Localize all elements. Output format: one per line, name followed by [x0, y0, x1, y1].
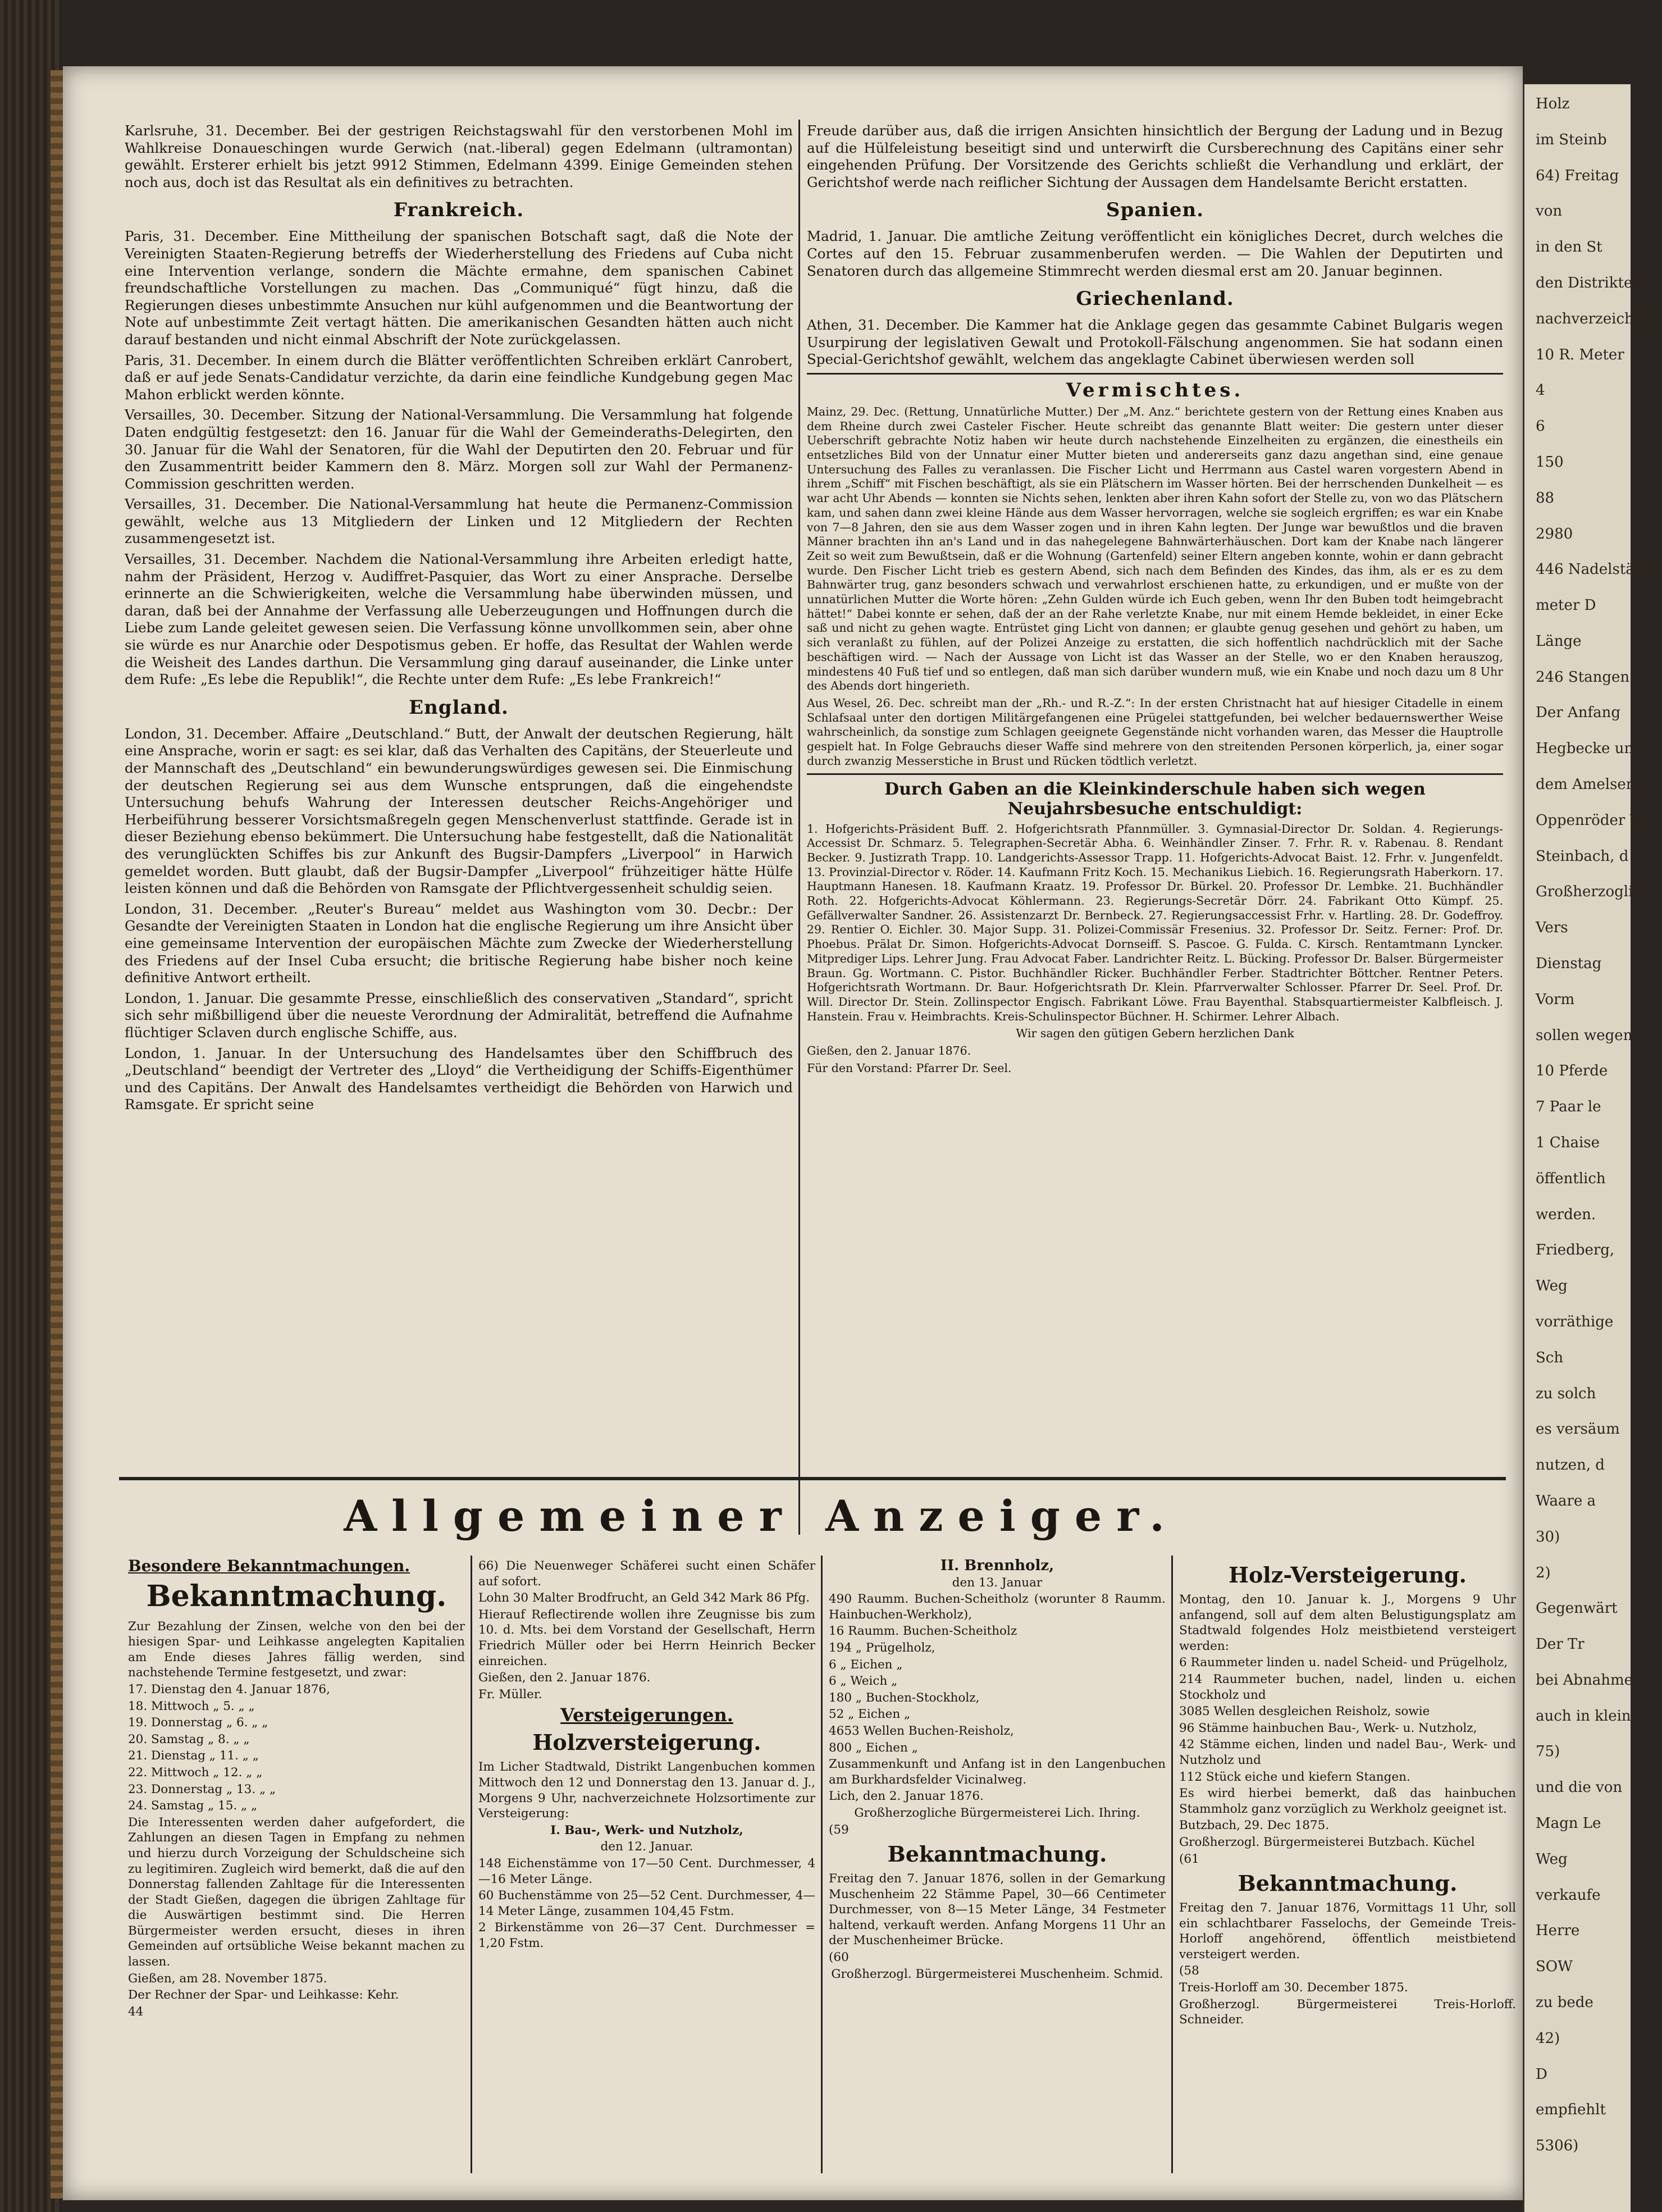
- ad4-title: Holz-Versteigerung.: [1229, 1562, 1467, 1588]
- madrid-report: Madrid, 1. Januar. Die amtliche Zeitung veröffentlicht ein königliches Decret, durch welches die Cortes auf den 15. Februar zusammenberufen werden. — Die Wahlen der Deputirten und Senatoren durch das allgemeine Stimmrecht werden diesmal erst am 20. Januar beginnen.: [807, 228, 1503, 279]
- ad3-item-7: 52 „ Eichen „: [829, 1707, 911, 1722]
- ad4-item-5: 42 Stämme eichen, linden und nadel Bau-, Werk- und Nutzholz und: [1179, 1737, 1516, 1767]
- next-page-line: Sch: [1536, 1349, 1564, 1366]
- ad2-top: 66) Die Neuenweger Schäferei sucht einen Schäfer auf sofort.: [478, 1559, 815, 1589]
- ad2-item-3: 2 Birkenstämme von 26—37 Cent. Durchmesser = 1,20 Fstm.: [478, 1921, 815, 1950]
- next-page-line: öffentlich: [1536, 1170, 1606, 1187]
- next-page-line: verkaufe: [1536, 1887, 1601, 1904]
- ad4-signature-2: Großherzogl. Bürgermeisterei Treis-Horloff. Schneider.: [1179, 1997, 1516, 2027]
- next-page-line: Vers: [1536, 919, 1568, 936]
- ad4-body-3: Freitag den 7. Januar 1876, Vormittags 11 Uhr, soll ein schlachtbarer Fasselochs, der Gemeinde Treis-Horloff angehörend, öffentlich meistbietend versteigert werden.: [1179, 1901, 1516, 1962]
- next-page-line: auch in klein: [1536, 1708, 1631, 1725]
- paris-report-2: Paris, 31. December. In einem durch die Blätter veröffentlichten Schreiben erklärt Canrobert, daß er auf jede Senats-Candidatur verzichte, da darin eine feindliche Kundgebung gegen Mac Mahon erblickt werden könnte.: [125, 352, 793, 403]
- london-report-3: London, 1. Januar. Die gesammte Presse, einschließlich des conservativen „Standard“, spricht sich sehr mißbilligend über die neueste Verordnung der Admiralität, betreffend die Aufnahme flüchtiger Sclaven durch englische Schiffe, aus.: [125, 989, 793, 1041]
- next-page-line: SOW: [1536, 1958, 1573, 1975]
- next-page-line: Der Anfang: [1536, 704, 1620, 721]
- next-page-line: Weg: [1536, 1278, 1568, 1294]
- next-page-line: dem Amelsenko: [1536, 776, 1653, 793]
- next-page-line: 4: [1536, 382, 1545, 399]
- ad1-number: 44: [128, 2004, 144, 2019]
- ad2-section-sub: den 12. Januar.: [600, 1840, 693, 1854]
- ad1-date-3: 19. Donnerstag „ 6. „ „: [128, 1716, 268, 1730]
- ad2-top2: Lohn 30 Malter Brodfrucht, an Geld 342 Mark 86 Pfg.: [478, 1591, 810, 1606]
- wesel-report: Aus Wesel, 26. Dec. schreibt man der „Rh.- und R.-Z.“: In der ersten Christnacht hat auf hiesiger Citadelle in einem Schlafsaal unter den dortigen Militärgefangenen eine Prügelei stattgefunden, bei welcher bedauernswerther Weise wahrscheinlich, da sonstige zum Schlagen geeignete Gegenstände nicht vorhanden waren, das Messer die Hauptrolle gespielt hat. In Folge Gebrauchs dieser Waffe sind mehrere von den streitenden Personen körperlich, ja, einer sogar durch zwanzig Messerstiche in Brust und Rücken tödtlich verletzt.: [807, 696, 1503, 768]
- next-page-line: 246 Stangen: [1536, 669, 1630, 686]
- ad1-date-4: 20. Samstag „ 8. „ „: [128, 1732, 250, 1746]
- next-page-line: 150: [1536, 454, 1564, 471]
- court-continuation: Freude darüber aus, daß die irrigen Ansichten hinsichtlich der Bergung der Ladung und in Bezug auf die Hülfeleistung beseitigt sind und unterwirft die Cursberechnung des Capitäns einer sehr eingehenden Prüfung. Der Vorsitzende des Gerichts schließt die Verhandlung und erklärt, der Gerichtshof werde nach reiflicher Sichtung der Aussagen dem Handelsamte Bericht erstatten.: [807, 122, 1503, 190]
- next-page-line: Weg: [1536, 1851, 1568, 1868]
- ad1-date-6: 22. Mittwoch „ 12. „ „: [128, 1765, 263, 1780]
- ad2-signature: Fr. Müller.: [478, 1687, 542, 1702]
- ad3-signature: Großherzogliche Bürgermeisterei Lich. Ihring.: [854, 1805, 1140, 1820]
- next-page-line: nachverzeichnet: [1536, 311, 1658, 327]
- versailles-report-1: Versailles, 30. December. Sitzung der National-Versammlung. Die Versammlung hat folgende Daten endgültig festgesetzt: den 16. Januar für die Wahl der Gemeinderaths-Delegirten, den 30. Januar für die Wahl der Senatoren, für die Wahl der Deputirten den 20. Februar und für den Zusammentritt beider Kammern den 8. März. Morgen soll zur Wahl der Permanenz-Commission geschritten werden.: [125, 407, 793, 492]
- ad2-body: Im Licher Stadtwald, Distrikt Langenbuchen kommen Mittwoch den 12 und Donnerstag den 13. Januar d. J., Morgens 9 Uhr, nachverzeichnete Holzsortimente zur Versteigerung:: [478, 1760, 815, 1821]
- ad4-item-3: 3085 Wellen desgleichen Reisholz, sowie: [1179, 1704, 1430, 1719]
- athen-report: Athen, 31. December. Die Kammer hat die Anklage gegen das gesammte Cabinet Bulgaris wegen Usurpirung der legislativen Gewalt und Protokoll-Fälschung angenommen. Sie hat sodann einen Special-Gerichtshof gewählt, welchem das angeklagte Cabinet überwiesen werden soll: [807, 317, 1503, 368]
- section-rule-2: [807, 773, 1503, 775]
- karlsruhe-report: Karlsruhe, 31. December. Bei der gestrigen Reichstagswahl für den verstorbenen Mohl im Wahlkreise Donaueschingen wurde Gerwich (nat.-liberal) gegen Edelmann (ultramontan) gewählt. Ersterer erhielt bis jetzt 9912 Stimmen, Edelmann 4399. Einige Gemeinden stehen noch aus, doch ist das Resultat als ein definitives zu betrachten.: [125, 122, 793, 190]
- next-page-line: im Steinb: [1536, 131, 1607, 148]
- next-page-line: Der Tr: [1536, 1636, 1585, 1653]
- ad3-item-5: 6 „ Weich „: [829, 1674, 898, 1689]
- heading-griechenland: Griechenland.: [1076, 288, 1234, 311]
- ad3-item-8: 4653 Wellen Buchen-Reisholz,: [829, 1723, 1014, 1738]
- next-page-line: 5306): [1536, 2137, 1579, 2154]
- next-page-line: 1 Chaise: [1536, 1134, 1600, 1151]
- next-page-line: zu bede: [1536, 1994, 1593, 2011]
- ad3-item-1: 490 Raumm. Buchen-Scheitholz (worunter 8 Raumm. Hainbuchen-Werkholz),: [829, 1592, 1166, 1622]
- next-page-line: Steinbach, d: [1536, 848, 1629, 865]
- next-page-line: sollen wegen: [1536, 1027, 1633, 1044]
- next-page-line: Magn Le: [1536, 1815, 1601, 1832]
- ad4-title-2: Bekanntmachung.: [1238, 1871, 1458, 1896]
- next-page-line: 7 Paar le: [1536, 1098, 1601, 1115]
- ad-divider-3: [1171, 1556, 1173, 2173]
- next-page-line: 75): [1536, 1743, 1560, 1760]
- ad4-body: Montag, den 10. Januar k. J., Morgens 9 Uhr anfangend, soll auf dem alten Belustigungsplatz am Stadtwald folgendes Holz meistbietend versteigert werden:: [1179, 1593, 1516, 1653]
- next-page-line: es versäum: [1536, 1421, 1620, 1438]
- ad1-date-7: 23. Donnerstag „ 13. „ „: [128, 1782, 276, 1796]
- ad4-body-2: Es wird hierbei bemerkt, daß das hainbuchen Stammholz ganz vorzüglich zu Werkholz geeignet ist.: [1179, 1786, 1516, 1816]
- ad1-place: Gießen, am 28. November 1875.: [128, 1971, 327, 1986]
- ad-column-4: [1179, 1558, 1516, 2179]
- ad3-section-sub: den 13. Januar: [952, 1575, 1043, 1590]
- ad4-item-4: 96 Stämme hainbuchen Bau-, Werk- u. Nutzholz,: [1179, 1721, 1477, 1735]
- next-page-line: Dienstag: [1536, 955, 1602, 972]
- next-page-line: Waare a: [1536, 1493, 1596, 1509]
- next-page-line: Oppenröder We: [1536, 812, 1652, 829]
- section-rule: [807, 373, 1503, 375]
- ad3-item-9: 800 „ Eichen „: [829, 1740, 918, 1755]
- ad4-item-6: 112 Stück eiche und kiefern Stangen.: [1179, 1769, 1410, 1784]
- next-page-line: 88: [1536, 490, 1555, 507]
- ad1-title: Bekanntmachung.: [146, 1579, 447, 1613]
- ad3-title: Bekanntmachung.: [887, 1841, 1107, 1867]
- kinderschule-list: 1. Hofgerichts-Präsident Buff. 2. Hofgerichtsrath Pfannmüller. 3. Gymnasial-Director Dr. Soldan. 4. Regierungs-Accessist Dr. Schmarz. 5. Telegraphen-Secretär Abha. 6. Weinhändler Zinser. 7. Frhr. R. v. Rabenau. 8. Rendant Becker. 9. Justizrath Trapp. 10. Landgerichts-Assessor Trapp. 11. Hofgerichts-Advocat Baist. 12. Frhr. v. Jungenfeldt. 13. Provinzial-Director v. Röder. 14. Kaufmann Fritz Koch. 15. Mechanikus Liebich. 16. Regierungsrath Haberkorn. 17. Hauptmann Hanesen. 18. Kaufmann Kraatz. 19. Professor Dr. Bürkel. 20. Professor Dr. Lembke. 21. Buchhändler Roth. 22. Hofgerichts-Advocat Köhlermann. 23. Regierungs-Secretär Dörr. 24. Fabrikant Otto Kümpf. 25. Gefällverwalter Sandner. 26. Assistenzarzt Dr. Bernbeck. 27. Regierungsaccessist Frhr. v. Hartling. 28. Dr. Godeffroy. 29. Rentier O. Eichler. 30. Major Supp. 31. Polizei-Commissär Fresenius. 32. Professor Dr. Seitz. Ferner: Prof. Dr. Phoebus. Prälat Dr. Simon. Hofgerichts-Advocat Dornseiff. S. Pascoe. G. Fulda. C. Kirsch. Rentamtmann Lyncker. Mitprediger Lips. Lehrer Jung. Frau Advocat Faber. Landrichter Reitz. L. Bücking. Professor Dr. Balser. Bürgermeister Braun. Gg. Wortmann. C. Pistor. Buchhändler Ricker. Buchhändler Ferber. Stadtrichter Böttcher. Rentner Peters. Hofgerichtsrath Wortmann. Dr. Baur. Hofgerichtsrath Dr. Klein. Pfarrverwalter Schlosser. Pfarrer Dr. Seel. Prof. Dr. Will. Director Dr. Stein. Zollinspector Engisch. Fabrikant Löwe. Frau Bayenthal. Stabsquartiermeister Kalbfleisch. J. Hanstein. Frau v. Heimbrachts. Kreis-Schulinspector Büchner. H. Schirmer. Lehrer Albach.: [807, 822, 1503, 1023]
- next-page-line: 64) Freitag: [1536, 167, 1619, 184]
- next-page-line: und die von: [1536, 1779, 1623, 1796]
- ad3-body-2: Freitag den 7. Januar 1876, sollen in der Gemarkung Muschenheim 22 Stämme Papel, 30—66 Centimeter Durchmesser, von 8—15 Meter Länge, 34 Festmeter haltend, verkauft werden. Anfang Morgens 11 Uhr an der Muschenheimer Brücke.: [829, 1872, 1166, 1948]
- column-divider: [798, 120, 800, 1535]
- next-page-line: vorräthige: [1536, 1313, 1614, 1330]
- next-page-line: von: [1536, 203, 1563, 220]
- ad-divider-2: [821, 1556, 823, 2173]
- next-page-line: Großherzoglich: [1536, 883, 1651, 900]
- next-page-line: zu solch: [1536, 1385, 1596, 1402]
- next-page-line: Friedberg,: [1536, 1242, 1615, 1258]
- paris-report-1: Paris, 31. December. Eine Mittheilung der spanischen Botschaft sagt, daß die Note der Vereinigten Staaten-Regierung betreffs der Wiederherstellung des Friedens auf Cuba nicht eine Intervention verlange, sondern die Mächte ermahne, dem spanischen Cabinet freundschaftliche Vorstellungen zu machen. Das „Communiqué“ fügt hinzu, daß die Regierungen dieses unbestimmte Ansuchen nur kühl aufgenommen und die Beantwortung der Note auf unbestimmte Zeit vertagt hätten. Die amerikanischen Gesandten hätten auch nicht darauf bestanden und nicht einmal Abschrift der Note zurückgelassen.: [125, 228, 793, 348]
- versailles-report-3: Versailles, 31. December. Nachdem die National-Versammlung ihre Arbeiten erledigt hatte, nahm der Präsident, Herzog v. Audiffret-Pasquier, das Wort zu einer Ansprache. Derselbe erinnerte an die Schwierigkeiten, welche die Versammlung habe überwinden müssen, und daran, daß bei der Annahme der Verfassung alle Ueberzeugungen und Hoffnungen durch die Liebe zum Lande geleitet gewesen seien. Die Verfassung könne unvollkommen sein, aber ohne sie würde es nur Anarchie oder Despotismus geben. Er hoffe, das Resultat der Wahlen werde die Weisheit des Landes darthun. Die Versammlung ging darauf auseinander, die Linke unter dem Rufe: „Es lebe die Republik!“, die Rechte unter dem Rufe: „Es lebe Frankreich!“: [125, 551, 793, 688]
- london-report-4: London, 1. Januar. In der Untersuchung des Handelsamtes über den Schiffbruch des „Deutschland“ beendigt der Vertreter des „Lloyd“ die Vertheidigung der Schiffs-Eigenthümer und des Capitäns. Der Anwalt des Handelsamtes vertheidigt die Behörden von Harwich und Ramsgate. Er spricht seine: [125, 1045, 793, 1113]
- next-page-line: D: [1536, 2066, 1547, 2083]
- heading-england: England.: [409, 696, 509, 719]
- next-page-line: Gegenwärt: [1536, 1600, 1618, 1617]
- ad3-number: (59: [829, 1822, 849, 1837]
- ad4-place: Butzbach, 29. Dec 1875.: [1179, 1818, 1330, 1833]
- next-page-line: 2980: [1536, 526, 1573, 542]
- ad4-signature: Großherzogl. Bürgermeisterei Butzbach. Küchel: [1179, 1835, 1475, 1849]
- ad-column-1: [128, 1558, 465, 2179]
- next-page-line: 10 R. Meter: [1536, 346, 1624, 363]
- ad2-item-1: 148 Eichenstämme von 17—50 Cent. Durchmesser, 4—16 Meter Länge.: [478, 1856, 815, 1886]
- kinderschule-thanks: Wir sagen den gütigen Gebern herzlichen Dank: [1016, 1027, 1294, 1041]
- ad1-small-heading: Besondere Bekanntmachungen.: [128, 1557, 410, 1575]
- ad3-number-2: (60: [829, 1950, 849, 1965]
- ad2-title: Holzversteigerung.: [532, 1730, 761, 1755]
- next-page-line: in den St: [1536, 239, 1602, 256]
- ad-column-3: [829, 1558, 1166, 2179]
- next-page-line: Hegbecke und: [1536, 740, 1643, 757]
- next-page-line: bei Abnahme: [1536, 1672, 1633, 1689]
- masthead-rule-top: [119, 1477, 1506, 1480]
- mainz-report: Mainz, 29. Dec. (Rettung, Unnatürliche Mutter.) Der „M. Anz.“ berichtete gestern von der Rettung eines Knaben aus dem Rheine durch zwei Casteler Fischer. Heute schreibt das genannte Blatt weiter: Die gestern unter dieser Ueberschrift gebrachte Notiz haben wir heute durch nachstehende Einzelheiten zu ergänzen, die einestheils ein entsetzliches Bild von der Unnatur einer Mutter bieten und andererseits ganz dazu angethan sind, eine genaue Untersuchung des Falles zu veranlassen. Die Fischer Licht und Herrmann aus Castel waren vorgestern Abend in ihrem „Schiff“ mit Fischen beschäftigt, als sie ein Plätschern im Wasser hörten. Bei der herrschenden Dunkelheit — es war acht Uhr Abends — konnten sie Nichts sehen, lenkten aber ihren Kahn sofort der Stelle zu, von wo das Plätschern kam, und sahen dann zwei kleine Hände aus dem Wasser hervorragen, welche sie sogleich ergriffen; es war ein Knabe von 7—8 Jahren, den sie aus dem Wasser zogen und in ihren Kahn legten. Der Junge war bewußtlos und die braven Männer brachten ihn an's Land und in das nahegelegene Bahnwärterhäuschen. Dort kam der Knabe nach längerer Zeit so weit zum Bewußtsein, daß er die Wohnung (Gartenfeld) seiner Eltern angeben konnte, wohin er dann gebracht wurde. Den Fischer Licht trieb es gestern Abend, sich nach dem Befinden des Kindes, das ihm, als er es zu dem Bahnwärter trug, ganz besonders schwach und verwahrlost erschienen hatte, zu erkundigen, und er mußte von der unnatürlichen Mutter die Worte hören: „Zehn Gulden würde ich Euch geben, wenn Ihr den Buben todt heimgebracht hättet!“ Dabei konnte er sehen, daß der an der Rahe verletzte Knabe, nur mit einem Hemde bekleidet, in einer Ecke saß und nicht zu gehen wagte. Entrüstet ging Licht von dannen; er glaubte genug gesehen und gehört zu haben, um sich veranlaßt zu fühlen, auf der Polizei Anzeige zu erstatten, die sich hoffentlich nachdrücklich mit der Sache beschäftigen wird. — Nach der Aussage von Licht ist das Wasser an der Stelle, wo er den Knaben herauszog, mindestens 40 Fuß tief und so entlegen, daß man sich darüber wundern muß, wie ein Knabe und noch dazu um 8 Uhr des Abends dort hingerieth.: [807, 404, 1503, 693]
- ad3-place: Lich, den 2. Januar 1876.: [829, 1789, 984, 1804]
- ad2-section: I. Bau-, Werk- und Nutzholz,: [550, 1823, 743, 1837]
- ad4-place-2: Treis-Horloff am 30. December 1875.: [1179, 1981, 1408, 1995]
- ad4-item-2: 214 Raummeter buchen, nadel, linden u. eichen Stockholz und: [1179, 1672, 1516, 1702]
- ad1-date-5: 21. Dienstag „ 11. „ „: [128, 1749, 259, 1763]
- next-page-line: meter D: [1536, 597, 1596, 614]
- next-page-line: 10 Pferde: [1536, 1062, 1608, 1079]
- ad4-number-2: (58: [1179, 1964, 1199, 1978]
- next-page-line: 446 Nadelstämm: [1536, 561, 1662, 578]
- vermischtes-section: [807, 405, 1503, 769]
- heading-vermischtes: Vermischtes.: [1066, 378, 1244, 402]
- ad3-item-3: 194 „ Prügelholz,: [829, 1640, 935, 1655]
- left-news-column: [125, 122, 793, 1538]
- london-report-2: London, 31. December. „Reuter's Bureau“ meldet aus Washington vom 30. Decbr.: Der Gesandte der Vereinigten Staaten in London hat die englische Regierung um ihre Ansicht über eine gemeinsame Intervention der europäischen Mächte zum Zwecke der Wiederherstellung des Friedens auf der Insel Cuba ersucht; die britische Regierung habe bisher noch keine definitive Antwort ertheilt.: [125, 900, 793, 986]
- next-page-line: nutzen, d: [1536, 1457, 1605, 1474]
- next-page-line: den Distrikten: [1536, 275, 1642, 291]
- ad4-item-1: 6 Raummeter linden u. nadel Scheid- und Prügelholz,: [1179, 1655, 1508, 1670]
- allgemeiner-anzeiger-masthead: Allgemeiner Anzeiger.: [344, 1491, 1179, 1541]
- ad3-item-2: 16 Raumm. Buchen-Scheitholz: [829, 1624, 1017, 1639]
- next-page-line: empfiehlt: [1536, 2101, 1606, 2118]
- ad1-date-2: 18. Mittwoch „ 5. „ „: [128, 1699, 255, 1713]
- ad1-date-1: 17. Dienstag den 4. Januar 1876,: [128, 1682, 330, 1696]
- ad3-section: II. Brennholz,: [940, 1557, 1054, 1574]
- versailles-report-2: Versailles, 31. December. Die National-Versammlung hat heute die Permanenz-Commission gewählt, welche aus 13 Mitgliedern der Linken und 12 Mitgliedern der Rechten zusammengesetzt ist.: [125, 496, 793, 547]
- ad4-number: (61: [1179, 1851, 1199, 1866]
- london-report-1: London, 31. December. Affaire „Deutschland.“ Butt, der Anwalt der deutschen Regierung, hält eine Ansprache, worin er sagt: es sei klar, daß das Verhalten des Capitäns, der Steuerleute und der Mannschaft des „Deutschland“ ein bewunderungswürdiges gewesen sei. Die Einmischung der deutschen Regierung sei aus dem Wunsche entsprungen, daß die eingehendste Untersuchung behufs Wahrung der Interessen deutscher Reichs-Angehöriger und Herbeiführung besserer Vorsichtsmaßregeln gegen Menschenverlust stattfinde. Gerade ist in dieser Beziehung ebenso bekümmert. Die Untersuchung habe festgestellt, daß die Nationalität des verunglückten Schiffes bis zur Ankunft des Bugsir-Dampfers „Liverpool“ in Harwich gemeldet worden. Butt glaubt, daß der Bugsir-Dampfer „Liverpool“ frühzeitiger hätte Hülfe leisten können und daß die Behörden von Ramsgate der Pflichtvergessenheit schuldig seien.: [125, 725, 793, 897]
- ad1-signature: Der Rechner der Spar- und Leihkasse: Kehr.: [128, 1988, 399, 2003]
- ad2-heading: Versteigerungen.: [560, 1704, 733, 1726]
- ad3-item-6: 180 „ Buchen-Stockholz,: [829, 1690, 980, 1705]
- right-news-column: [807, 122, 1503, 1538]
- next-page-line: 2): [1536, 1565, 1551, 1581]
- next-page-line: 42): [1536, 2030, 1560, 2047]
- ad3-item-4: 6 „ Eichen „: [829, 1657, 903, 1672]
- ad3-signature-2: Großherzogl. Bürgermeisterei Muschenheim. Schmid.: [831, 1967, 1163, 1981]
- next-page-line: Holz: [1536, 95, 1570, 112]
- kinderschule-place: Gießen, den 2. Januar 1876.: [807, 1044, 971, 1058]
- ad1-body: Die Interessenten werden daher aufgefordert, die Zahlungen an diesen Tagen in Empfang zu nehmen und hierzu durch Vorzeigung der Schuldscheine sich zu legitimiren. Zugleich wird bemerkt, daß die auf den Donnerstag fallenden Zahltage für die Interessenten der Stadt Gießen, dagegen die übrigen Zahltage für die Auswärtigen bestimmt sind. Die Herren Bürgermeister werden ersucht, dieses in ihren Gemeinden auf ortsübliche Weise bekannt machen zu lassen.: [128, 1815, 465, 1969]
- kinderschule-section: [807, 822, 1503, 1076]
- next-page-line: Vorm: [1536, 991, 1575, 1008]
- next-page-line: 6: [1536, 418, 1545, 435]
- ad1-intro: Zur Bezahlung der Zinsen, welche von den bei der hiesigen Spar- und Leihkasse angelegten Kapitalien am Ende dieses Jahres fällig werden, sind nachstehende Termine festgesetzt, und zwar:: [128, 1619, 465, 1680]
- next-page-line: werden.: [1536, 1206, 1596, 1223]
- next-page-line: Länge: [1536, 633, 1582, 650]
- next-page-line: 30): [1536, 1529, 1560, 1545]
- ad2-top3: Hierauf Reflectirende wollen ihre Zeugnisse bis zum 10. d. Mts. bei dem Vorstand der Gesellschaft, Herrn Friedrich Müller oder bei Herrn Heinrich Becker einreichen.: [478, 1607, 815, 1668]
- heading-spanien: Spanien.: [1106, 199, 1204, 222]
- next-page-fragment: [1523, 84, 1662, 2212]
- kinderschule-signature: Für den Vorstand: Pfarrer Dr. Seel.: [807, 1061, 1012, 1075]
- ad-divider-1: [471, 1556, 472, 2173]
- heading-frankreich: Frankreich.: [393, 199, 524, 222]
- ad2-place: Gießen, den 2. Januar 1876.: [478, 1671, 651, 1685]
- ad1-date-8: 24. Samstag „ 15. „ „: [128, 1799, 258, 1813]
- ad2-item-2: 60 Buchenstämme von 25—52 Cent. Durchmesser, 4—14 Meter Länge, zusammen 104,45 Fstm.: [478, 1889, 815, 1918]
- ad-column-2: [478, 1558, 815, 2179]
- next-page-line: Herre: [1536, 1922, 1580, 1939]
- ad3-body: Zusammenkunft und Anfang ist in den Langenbuchen am Burkhardsfelder Vicinalweg.: [829, 1757, 1166, 1787]
- kinderschule-title: Durch Gaben an die Kleinkinderschule haben sich wegen Neujahrsbesuche entschuldigt:: [884, 779, 1426, 819]
